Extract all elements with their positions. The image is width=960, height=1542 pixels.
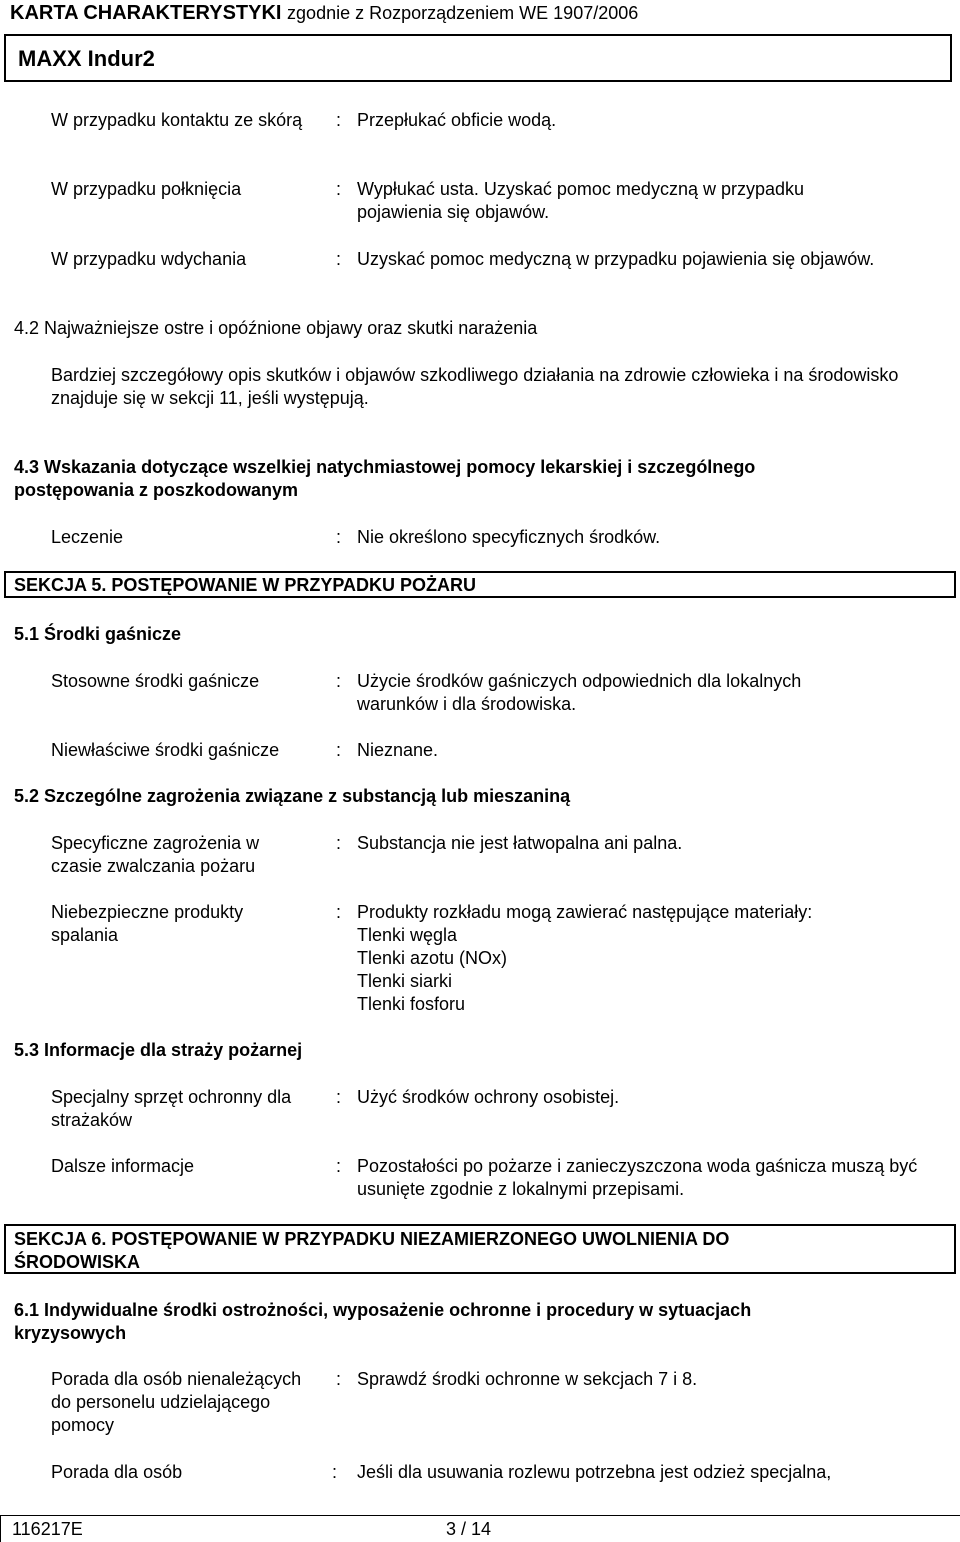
colon: :: [336, 527, 342, 547]
section-6-box: [4, 1224, 956, 1274]
label-advice-responders: Porada dla osób: [51, 1462, 183, 1482]
label-skin-contact: W przypadku kontaktu ze skórą: [51, 110, 303, 130]
heading-5-2: 5.2 Szczególne zagrożenia związane z substancją lub mieszaniną: [14, 786, 571, 806]
heading-5-3: 5.3 Informacje dla straży pożarnej: [14, 1040, 303, 1060]
value-inhalation: Uzyskać pomoc medyczną w przypadku pojawienia się objawów.: [357, 249, 875, 269]
text-4-2: Bardziej szczegółowy opis skutków i objawów szkodliwego działania na zdrowie człowieka i na środowisko znajduje się w sekcji 11, jeśli występują.: [51, 365, 899, 408]
footer-divider: [0, 1515, 960, 1516]
colon: :: [336, 249, 342, 269]
value-firefighter-equipment: Użyć środków ochrony osobistej.: [357, 1087, 620, 1107]
document-type: KARTA CHARAKTERYSTYKI: [10, 2, 282, 24]
value-skin-contact: Przepłukać obficie wodą.: [357, 110, 557, 130]
label-treatment: Leczenie: [51, 527, 124, 547]
combustion-product-item: Tlenki fosforu: [357, 994, 466, 1014]
section-5-title: SEKCJA 5. POSTĘPOWANIE W PRZYPADKU POŻARU: [14, 575, 477, 595]
colon: :: [336, 110, 342, 130]
colon: :: [336, 1087, 342, 1107]
value-unsuitable-media: Nieznane.: [357, 740, 439, 760]
label-advice-non-emergency: Porada dla osób nienależących do personelu udzielającego pomocy: [51, 1369, 302, 1435]
label-suitable-media: Stosowne środki gaśnicze: [51, 671, 260, 691]
label-ingestion: W przypadku połknięcia: [51, 179, 242, 199]
combustion-product-item: Tlenki azotu (NOx): [357, 948, 508, 968]
value-advice-non-emergency: Sprawdź środki ochronne w sekcjach 7 i 8.: [357, 1369, 698, 1389]
colon: :: [336, 902, 342, 922]
value-suitable-media: Użycie środków gaśniczych odpowiednich dla lokalnych warunków i dla środowiska.: [357, 671, 802, 714]
document-code: 116217E: [12, 1519, 83, 1539]
product-name: MAXX Indur2: [18, 46, 155, 71]
section-6-title: SEKCJA 6. POSTĘPOWANIE W PRZYPADKU NIEZAMIERZONEGO UWOLNIENIA DO ŚRODOWISKA: [14, 1229, 730, 1272]
section-5-box: [4, 571, 956, 598]
colon: :: [332, 1462, 338, 1482]
heading-6-1: 6.1 Indywidualne środki ostrożności, wyposażenie ochronne i procedury w sytuacjach kryzysowych: [14, 1300, 752, 1343]
page-number: 3 / 14: [446, 1519, 492, 1539]
value-further-info: Pozostałości po pożarze i zanieczyszczona woda gaśnicza muszą być usunięte zgodnie z lokalnymi przepisami.: [357, 1156, 918, 1199]
colon: :: [336, 1156, 342, 1176]
colon: :: [336, 179, 342, 199]
heading-4-2: 4.2 Najważniejsze ostre i opóźnione objawy oraz skutki narażenia: [14, 318, 538, 338]
value-advice-responders: Jeśli dla usuwania rozlewu potrzebna jest odzież specjalna,: [357, 1462, 832, 1482]
value-treatment: Nie określono specyficznych środków.: [357, 527, 661, 547]
colon: :: [336, 671, 342, 691]
colon: :: [336, 1369, 342, 1389]
label-combustion-products: Niebezpieczne produkty spalania: [51, 902, 244, 945]
document-title: [10, 2, 638, 25]
regulation-reference: zgodnie z Rozporządzeniem WE 1907/2006: [287, 3, 639, 23]
heading-4-3: 4.3 Wskazania dotyczące wszelkiej natychmiastowej pomocy lekarskiej i szczególnego postępowania z poszkodowanym: [14, 457, 756, 500]
product-box: [4, 34, 952, 82]
value-ingestion: Wypłukać usta. Uzyskać pomoc medyczną w przypadku pojawienia się objawów.: [357, 179, 805, 222]
footer-edge: [0, 1516, 5, 1542]
value-combustion-products: Produkty rozkładu mogą zawierać następujące materiały:: [357, 902, 813, 922]
label-inhalation: W przypadku wdychania: [51, 249, 247, 269]
value-specific-hazards: Substancja nie jest łatwopalna ani palna.: [357, 833, 683, 853]
combustion-product-item: Tlenki węgla: [357, 925, 458, 945]
combustion-product-item: Tlenki siarki: [357, 971, 453, 991]
colon: :: [336, 740, 342, 760]
colon: :: [336, 833, 342, 853]
label-unsuitable-media: Niewłaściwe środki gaśnicze: [51, 740, 280, 760]
heading-5-1: 5.1 Środki gaśnicze: [14, 624, 182, 644]
label-firefighter-equipment: Specjalny sprzęt ochronny dla strażaków: [51, 1087, 292, 1130]
label-specific-hazards: Specyficzne zagrożenia w czasie zwalczania pożaru: [51, 833, 260, 876]
label-further-info: Dalsze informacje: [51, 1156, 195, 1176]
